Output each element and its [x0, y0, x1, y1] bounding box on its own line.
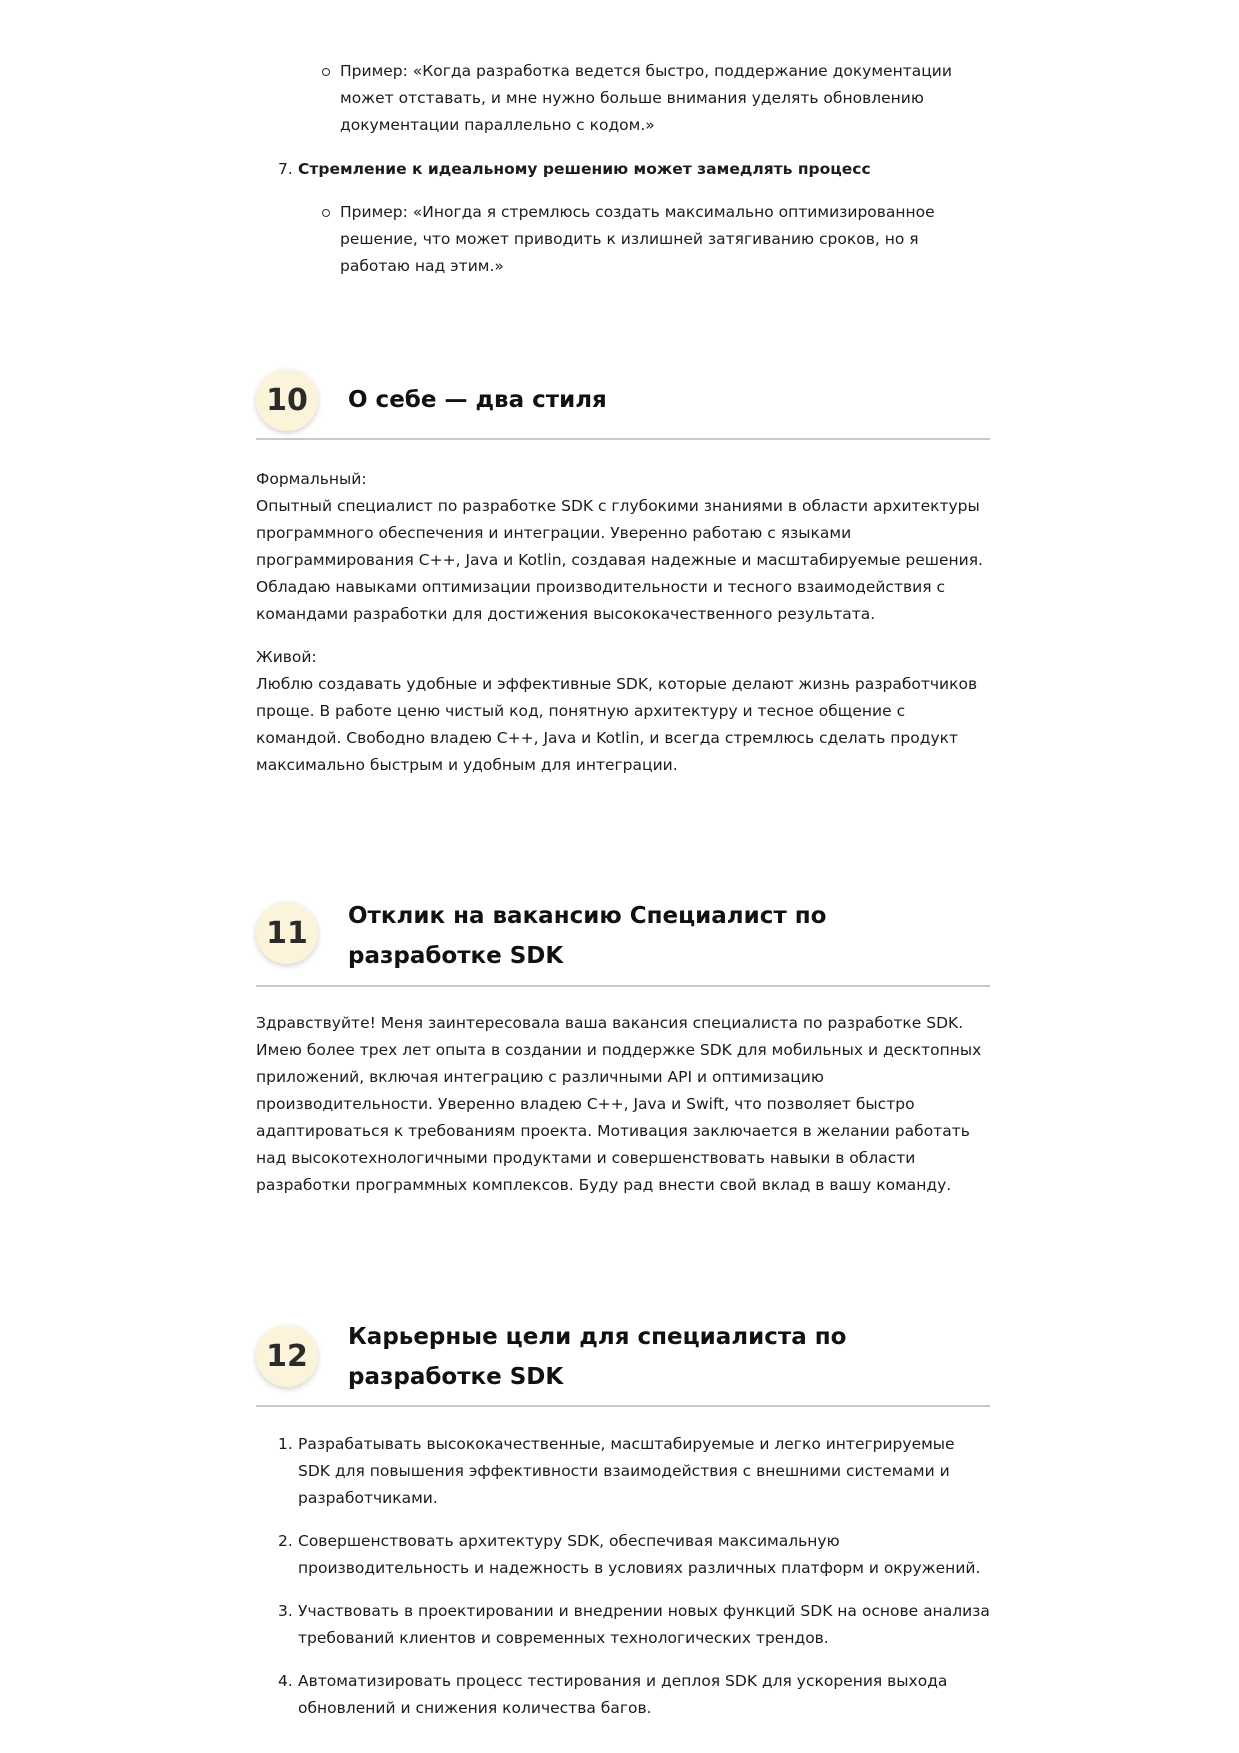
section-number-badge: 11	[256, 902, 318, 964]
list-number: 7.	[278, 160, 293, 178]
formal-label: Формальный:	[256, 470, 367, 488]
list-item	[256, 1598, 990, 1652]
list-item-text: Разрабатывать высококачественные, масштабируемые и легко интегрируемые SDK для повышения эффективности взаимодействия с внешними системами и разработчиками.	[298, 1435, 955, 1507]
list-item	[256, 1528, 990, 1582]
section-title: Карьерные цели для специалиста по разработке SDK	[348, 1324, 847, 1390]
example-item: Пример: «Иногда я стремлюсь создать максимально оптимизированное решение, что может приводить к излишней затягиванию сроков, но я работаю над этим.»	[256, 199, 990, 280]
live-label: Живой:	[256, 648, 317, 666]
list-item-title: Стремление к идеальному решению может замедлять процесс	[298, 160, 871, 178]
section-11-body	[256, 1010, 990, 1199]
list-number: 1.	[278, 1435, 293, 1453]
list-item	[256, 1431, 990, 1512]
career-goals-list	[256, 1431, 990, 1722]
example-item: Пример: «Когда разработка ведется быстро, поддержание документации может отставать, и мне нужно больше внимания уделять обновлению документации параллельно с кодом.»	[256, 58, 990, 139]
live-text: Люблю создавать удобные и эффективные SDK, которые делают жизнь разработчиков проще. В работе ценю чистый код, понятную архитектуру и тесное общение с командой. Свободно владею C++, Java и Kotlin, и всегда стремлюсь сделать продукт максимально быстрым и удобным для интеграции.	[256, 675, 978, 774]
list-item-text: Совершенствовать архитектуру SDK, обеспечивая максимальную производительность и надежность в условиях различных платформ и окружений.	[298, 1532, 981, 1577]
list-number: 2.	[278, 1532, 293, 1550]
list-item-text: Участвовать в проектировании и внедрении новых функций SDK на основе анализа требований клиентов и современных технологических трендов.	[298, 1602, 990, 1647]
list-continuation	[256, 58, 990, 280]
section-11-header	[256, 893, 990, 987]
list-number: 4.	[278, 1672, 293, 1690]
section-12-header	[256, 1313, 990, 1407]
section-number-badge: 10	[256, 369, 318, 431]
list-item	[256, 1668, 990, 1722]
list-item-text: Автоматизировать процесс тестирования и деплоя SDK для ускорения выхода обновлений и снижения количества багов.	[298, 1672, 948, 1717]
section-title: Отклик на вакансию Специалист по разработке SDK	[348, 903, 827, 969]
list-item-7	[256, 156, 990, 183]
section-title: О себе — два стиля	[348, 387, 607, 413]
section-number-badge: 12	[256, 1325, 318, 1387]
section-10-header	[256, 366, 990, 440]
section-10-body	[256, 466, 990, 779]
formal-text: Опытный специалист по разработке SDK с глубокими знаниями в области архитектуры программного обеспечения и интеграции. Уверенно работаю с языками программирования C++, Java и Kotlin, создавая надежные и масштабируемые решения. Обладаю навыками оптимизации производительности и тесного взаимодействия с командами разработки для достижения высококачественного результата.	[256, 497, 983, 623]
application-text: Здравствуйте! Меня заинтересовала ваша вакансия специалиста по разработке SDK. Имею более трех лет опыта в создании и поддержке SDK для мобильных и десктопных приложений, включая интеграцию с различными API и оптимизацию производительности. Уверенно владею C++, Java и Swift, что позволяет быстро адаптироваться к требованиям проекта. Мотивация заключается в желании работать над высокотехнологичными продуктами и совершенствовать навыки в области разработки программных комплексов. Буду рад внести свой вклад в вашу команду.	[256, 1014, 982, 1194]
list-number: 3.	[278, 1602, 293, 1620]
